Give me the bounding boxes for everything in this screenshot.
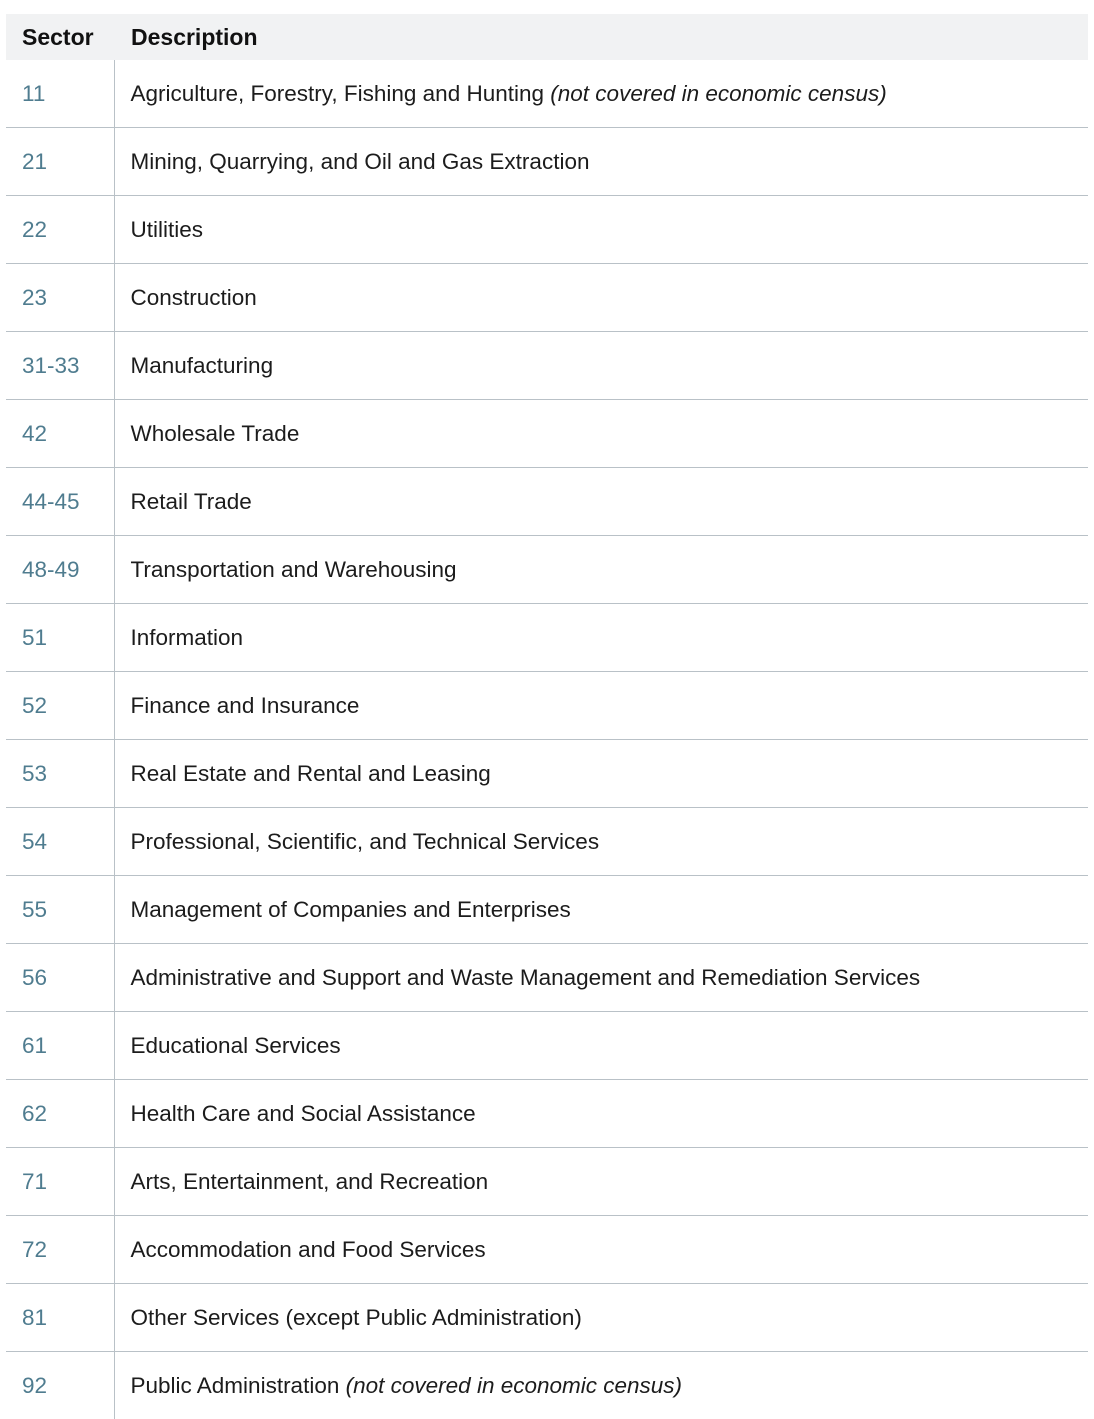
sector-note: (not covered in economic census) (550, 81, 886, 106)
table-row (6, 264, 1088, 332)
sector-description: Retail Trade (131, 489, 252, 514)
sector-description: Professional, Scientific, and Technical Services (131, 829, 600, 854)
sector-code: 81 (6, 1284, 114, 1352)
sector-description-cell (114, 1216, 1088, 1284)
table-row (6, 400, 1088, 468)
sector-description: Wholesale Trade (131, 421, 300, 446)
sector-description-cell (114, 264, 1088, 332)
sector-description: Arts, Entertainment, and Recreation (131, 1169, 489, 1194)
sector-description-cell (114, 876, 1088, 944)
sector-description-cell (114, 1080, 1088, 1148)
table-row (6, 1080, 1088, 1148)
sector-code: 72 (6, 1216, 114, 1284)
sector-code: 53 (6, 740, 114, 808)
sector-description-cell (114, 128, 1088, 196)
sector-description-cell (114, 60, 1088, 128)
table-body (6, 60, 1088, 1419)
sector-description: Agriculture, Forestry, Fishing and Hunting (131, 81, 545, 106)
sector-description: Transportation and Warehousing (131, 557, 457, 582)
sector-code: 44-45 (6, 468, 114, 536)
sector-description: Mining, Quarrying, and Oil and Gas Extraction (131, 149, 590, 174)
sector-code: 92 (6, 1352, 114, 1419)
table-row (6, 1012, 1088, 1080)
sector-description-cell (114, 536, 1088, 604)
sector-code: 52 (6, 672, 114, 740)
table-row (6, 1148, 1088, 1216)
table-row (6, 876, 1088, 944)
header-description: Description (114, 14, 1088, 60)
table-row (6, 536, 1088, 604)
sector-description-cell (114, 944, 1088, 1012)
table-row (6, 128, 1088, 196)
sector-description-cell (114, 1352, 1088, 1419)
sector-description-cell (114, 1148, 1088, 1216)
table-row (6, 196, 1088, 264)
table-row (6, 672, 1088, 740)
sector-description-cell (114, 1284, 1088, 1352)
table-row (6, 740, 1088, 808)
table-header (6, 14, 1088, 60)
sector-description-cell (114, 196, 1088, 264)
sector-description-cell (114, 332, 1088, 400)
sector-code: 51 (6, 604, 114, 672)
sector-description: Accommodation and Food Services (131, 1237, 486, 1262)
table-row (6, 468, 1088, 536)
header-sector: Sector (6, 14, 114, 60)
sector-description: Finance and Insurance (131, 693, 360, 718)
table-row (6, 808, 1088, 876)
table-row (6, 60, 1088, 128)
sector-code: 55 (6, 876, 114, 944)
naics-sector-table (6, 14, 1088, 1419)
sector-code: 48-49 (6, 536, 114, 604)
sector-code: 22 (6, 196, 114, 264)
sector-description-cell (114, 400, 1088, 468)
sector-description: Management of Companies and Enterprises (131, 897, 571, 922)
table-row (6, 944, 1088, 1012)
sector-description-cell (114, 740, 1088, 808)
sector-description: Real Estate and Rental and Leasing (131, 761, 491, 786)
sector-description: Information (131, 625, 244, 650)
sector-code: 31-33 (6, 332, 114, 400)
sector-description: Manufacturing (131, 353, 274, 378)
table-row (6, 604, 1088, 672)
sector-code: 71 (6, 1148, 114, 1216)
sector-description: Utilities (131, 217, 204, 242)
sector-description-cell (114, 672, 1088, 740)
sector-note: (not covered in economic census) (346, 1373, 682, 1398)
naics-sector-table-container (6, 14, 1088, 1419)
sector-code: 21 (6, 128, 114, 196)
table-row (6, 1216, 1088, 1284)
header-row (6, 14, 1088, 60)
sector-code: 54 (6, 808, 114, 876)
sector-description: Educational Services (131, 1033, 341, 1058)
sector-description-cell (114, 1012, 1088, 1080)
sector-description: Construction (131, 285, 257, 310)
sector-description: Public Administration (131, 1373, 340, 1398)
sector-description-cell (114, 808, 1088, 876)
sector-description-cell (114, 604, 1088, 672)
sector-code: 61 (6, 1012, 114, 1080)
sector-description: Other Services (except Public Administration) (131, 1305, 582, 1330)
table-row (6, 1352, 1088, 1419)
table-row (6, 332, 1088, 400)
sector-description-cell (114, 468, 1088, 536)
sector-code: 42 (6, 400, 114, 468)
table-row (6, 1284, 1088, 1352)
sector-code: 11 (6, 60, 114, 128)
sector-description: Health Care and Social Assistance (131, 1101, 476, 1126)
sector-code: 56 (6, 944, 114, 1012)
sector-code: 23 (6, 264, 114, 332)
sector-description: Administrative and Support and Waste Management and Remediation Services (131, 965, 921, 990)
sector-code: 62 (6, 1080, 114, 1148)
